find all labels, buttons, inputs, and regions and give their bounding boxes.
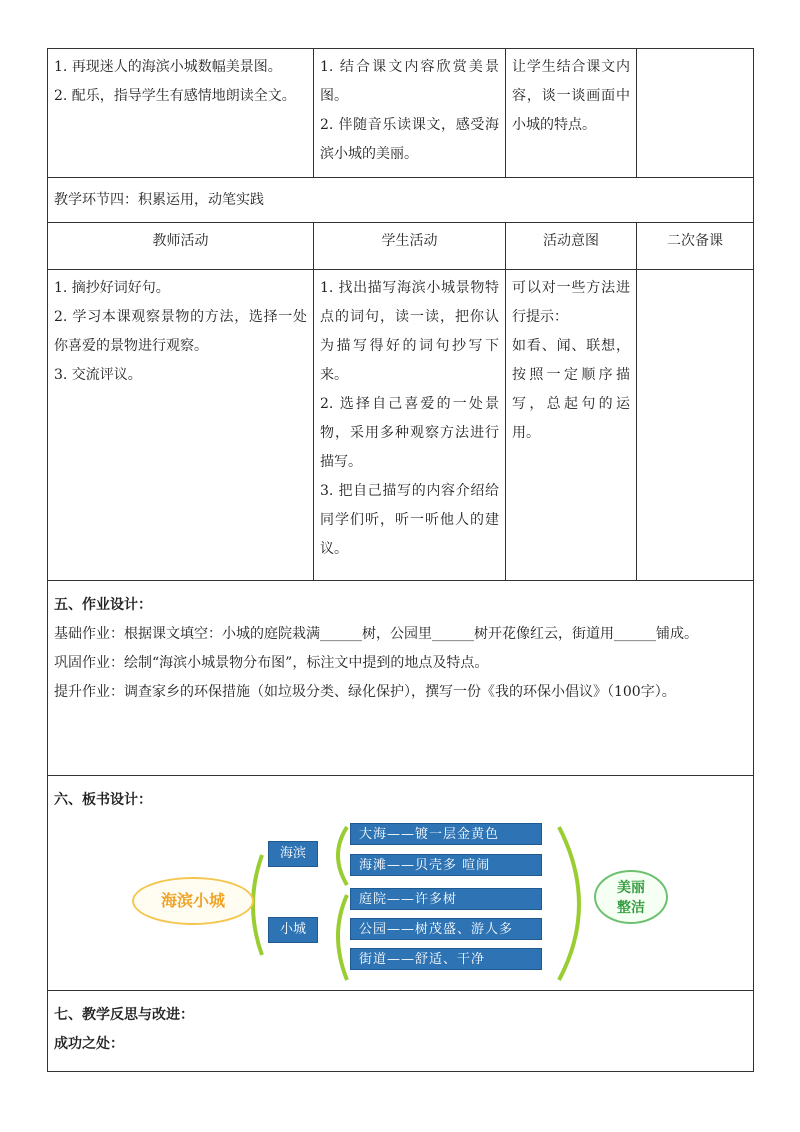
board-diagram [54, 815, 747, 985]
header-teacher: 教师活动 [48, 223, 314, 270]
board-center-oval [132, 877, 254, 925]
teacher-item: 3. 交流评议。 [54, 367, 142, 383]
section4-title-row [48, 178, 754, 223]
board-item: 庭院——许多树 [350, 888, 542, 910]
board-item: 街道——舒适、干净 [350, 948, 542, 970]
board-item: 公园——树茂盛、游人多 [350, 918, 542, 940]
backup-cell [637, 49, 754, 178]
board-result-oval [594, 870, 668, 924]
teacher-item: 2. 学习本课观察景物的方法，选择一处你喜爱的景物进行观察。 [54, 309, 307, 354]
board-branch-seaside: 海滨 [268, 841, 318, 867]
homework-title: 五、作业设计： [54, 597, 152, 613]
homework-row [48, 581, 754, 776]
board-cell [48, 776, 754, 991]
intent-item: 可以对一些方法进行提示： [512, 280, 630, 325]
homework-cell [48, 581, 754, 776]
student-item: 3. 把自己描写的内容介绍给同学们听，听一听他人的建议。 [320, 483, 499, 557]
header-student: 学生活动 [314, 223, 506, 270]
intent-cell [506, 270, 637, 581]
board-title: 六、板书设计： [54, 792, 152, 808]
lesson-plan-table [47, 48, 754, 1072]
student-activity-cell [314, 270, 506, 581]
student-item: 2. 伴随音乐读课文，感受海滨小城的美丽。 [320, 117, 499, 162]
student-item: 2. 选择自己喜爱的一处景物，采用多种观察方法进行描写。 [320, 396, 499, 470]
board-center-text: 海滨小城 [160, 891, 225, 910]
student-item: 1. 结合课文内容欣赏美景图。 [320, 59, 499, 104]
teacher-activity-cell [48, 270, 314, 581]
reflection-cell [48, 991, 754, 1072]
header-backup: 二次备课 [637, 223, 754, 270]
reflection-success: 成功之处： [54, 1036, 124, 1052]
board-branch-town: 小城 [268, 917, 318, 943]
intent-item: 如看、闻、联想，按照一定顺序描写，总起句的运用。 [512, 338, 630, 441]
section4-title: 教学环节四：积累运用，动笔实践 [48, 178, 754, 223]
board-row [48, 776, 754, 991]
homework-consolidate: 巩固作业：绘制“海滨小城景物分布图”，标注文中提到的地点及特点。 [54, 655, 489, 671]
header-row [48, 223, 754, 270]
header-intent: 活动意图 [506, 223, 637, 270]
teacher-item: 1. 摘抄好词好句。 [54, 280, 170, 296]
row-activity-1 [48, 49, 754, 178]
intent-cell [506, 49, 637, 178]
teacher-item: 1. 再现迷人的海滨小城数幅美景图。 [54, 59, 282, 75]
intent-text: 让学生结合课文内容，谈一谈画面中小城的特点。 [512, 59, 630, 133]
board-item: 海滩——贝壳多 喧闹 [350, 854, 542, 876]
row-activity-2 [48, 270, 754, 581]
board-result-text: 美丽 [617, 880, 645, 896]
student-activity-cell [314, 49, 506, 178]
reflection-row [48, 991, 754, 1072]
teacher-activity-cell [48, 49, 314, 178]
backup-cell [637, 270, 754, 581]
teacher-item: 2. 配乐，指导学生有感情地朗读全文。 [54, 88, 296, 104]
homework-basic: 基础作业：根据课文填空：小城的庭院栽满______树，公园里______树开花像红云，街道用______铺成。 [54, 626, 698, 642]
student-item: 1. 找出描写海滨小城景物特点的词句，读一读，把你认为描写得好的词句抄写下来。 [320, 280, 499, 383]
reflection-title: 七、教学反思与改进： [54, 1007, 194, 1023]
board-item: 大海——镀一层金黄色 [350, 823, 542, 845]
homework-advanced: 提升作业：调查家乡的环保措施（如垃圾分类、绿化保护），撰写一份《我的环保小倡议》（100字）。 [54, 684, 676, 700]
board-result-text: 整洁 [617, 900, 645, 916]
